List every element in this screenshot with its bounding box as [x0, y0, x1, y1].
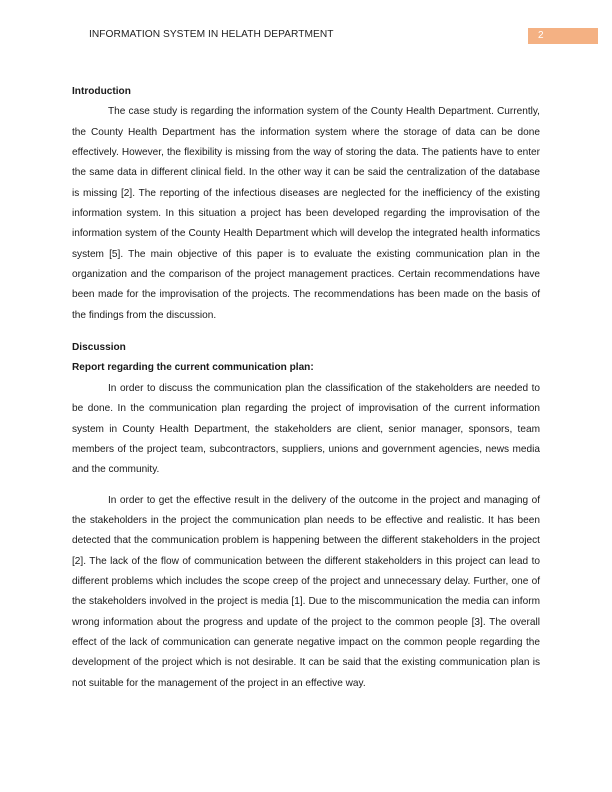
running-header-title: INFORMATION SYSTEM IN HELATH DEPARTMENT: [89, 29, 334, 40]
introduction-paragraph: The case study is regarding the information system of the County Health Department. Currently, the County Health Department has the information system where the storage of data can be done effectively. However, the flexibility is missing from the way of storing the data. The patients have to enter the same data in different clinical field. In the other way it can be said the centralization of the database is missing [2]. The reporting of the infectious diseases are neglected for the inefficiency of the existing information system. In this situation a project has been developed regarding the improvisation of the information system of the County Health Department which will develop the integrated health informatics system [5]. The main objective of this paper is to evaluate the existing communication plan in the organization and the comparison of the project management practices. Certain recommendations have been made for the improvisation of the projects. The recommendations has been made on the basis of the findings from the discussion.: [72, 106, 540, 321]
paragraph-spacer: [72, 481, 540, 491]
page-number-badge: [528, 28, 598, 44]
page-number: 2: [538, 30, 544, 41]
introduction-heading: Introduction: [72, 86, 131, 97]
discussion-heading: Discussion: [72, 342, 126, 354]
communication-plan-subheading: Report regarding the current communication plan:: [72, 362, 314, 374]
document-body: [72, 82, 540, 694]
discussion-paragraph-2: In order to get the effective result in the delivery of the outcome in the project and managing of the stakeholders in the project the communication plan needs to be effective and realistic. It has been detected that the communication problem is happening between the different stakeholders in the project [2]. The lack of the flow of communication between the different stakeholders in this project can lead to different problems which includes the scope creep of the project and unnecessary delay. Further, one of the stakeholders involved in the project is media [1]. Due to the miscommunication the media can inform wrong information about the progress and update of the project to the common people [3]. The overall effect of the lack of communication can generate negative impact on the common people regarding the development of the project which is not desirable. It can be said that the existing communication plan is not suitable for the management of the project in an effective way.: [72, 494, 540, 689]
section-spacer: [72, 326, 540, 338]
discussion-paragraph-1: In order to discuss the communication plan the classification of the stakeholders are needed to be done. In the communication plan regarding the project of improvisation of the current information system in County Health Department, the stakeholders are client, senior manager, sponsors, team members of the project team, subcontractors, suppliers, unions and government agencies, news media and the community.: [72, 382, 540, 476]
